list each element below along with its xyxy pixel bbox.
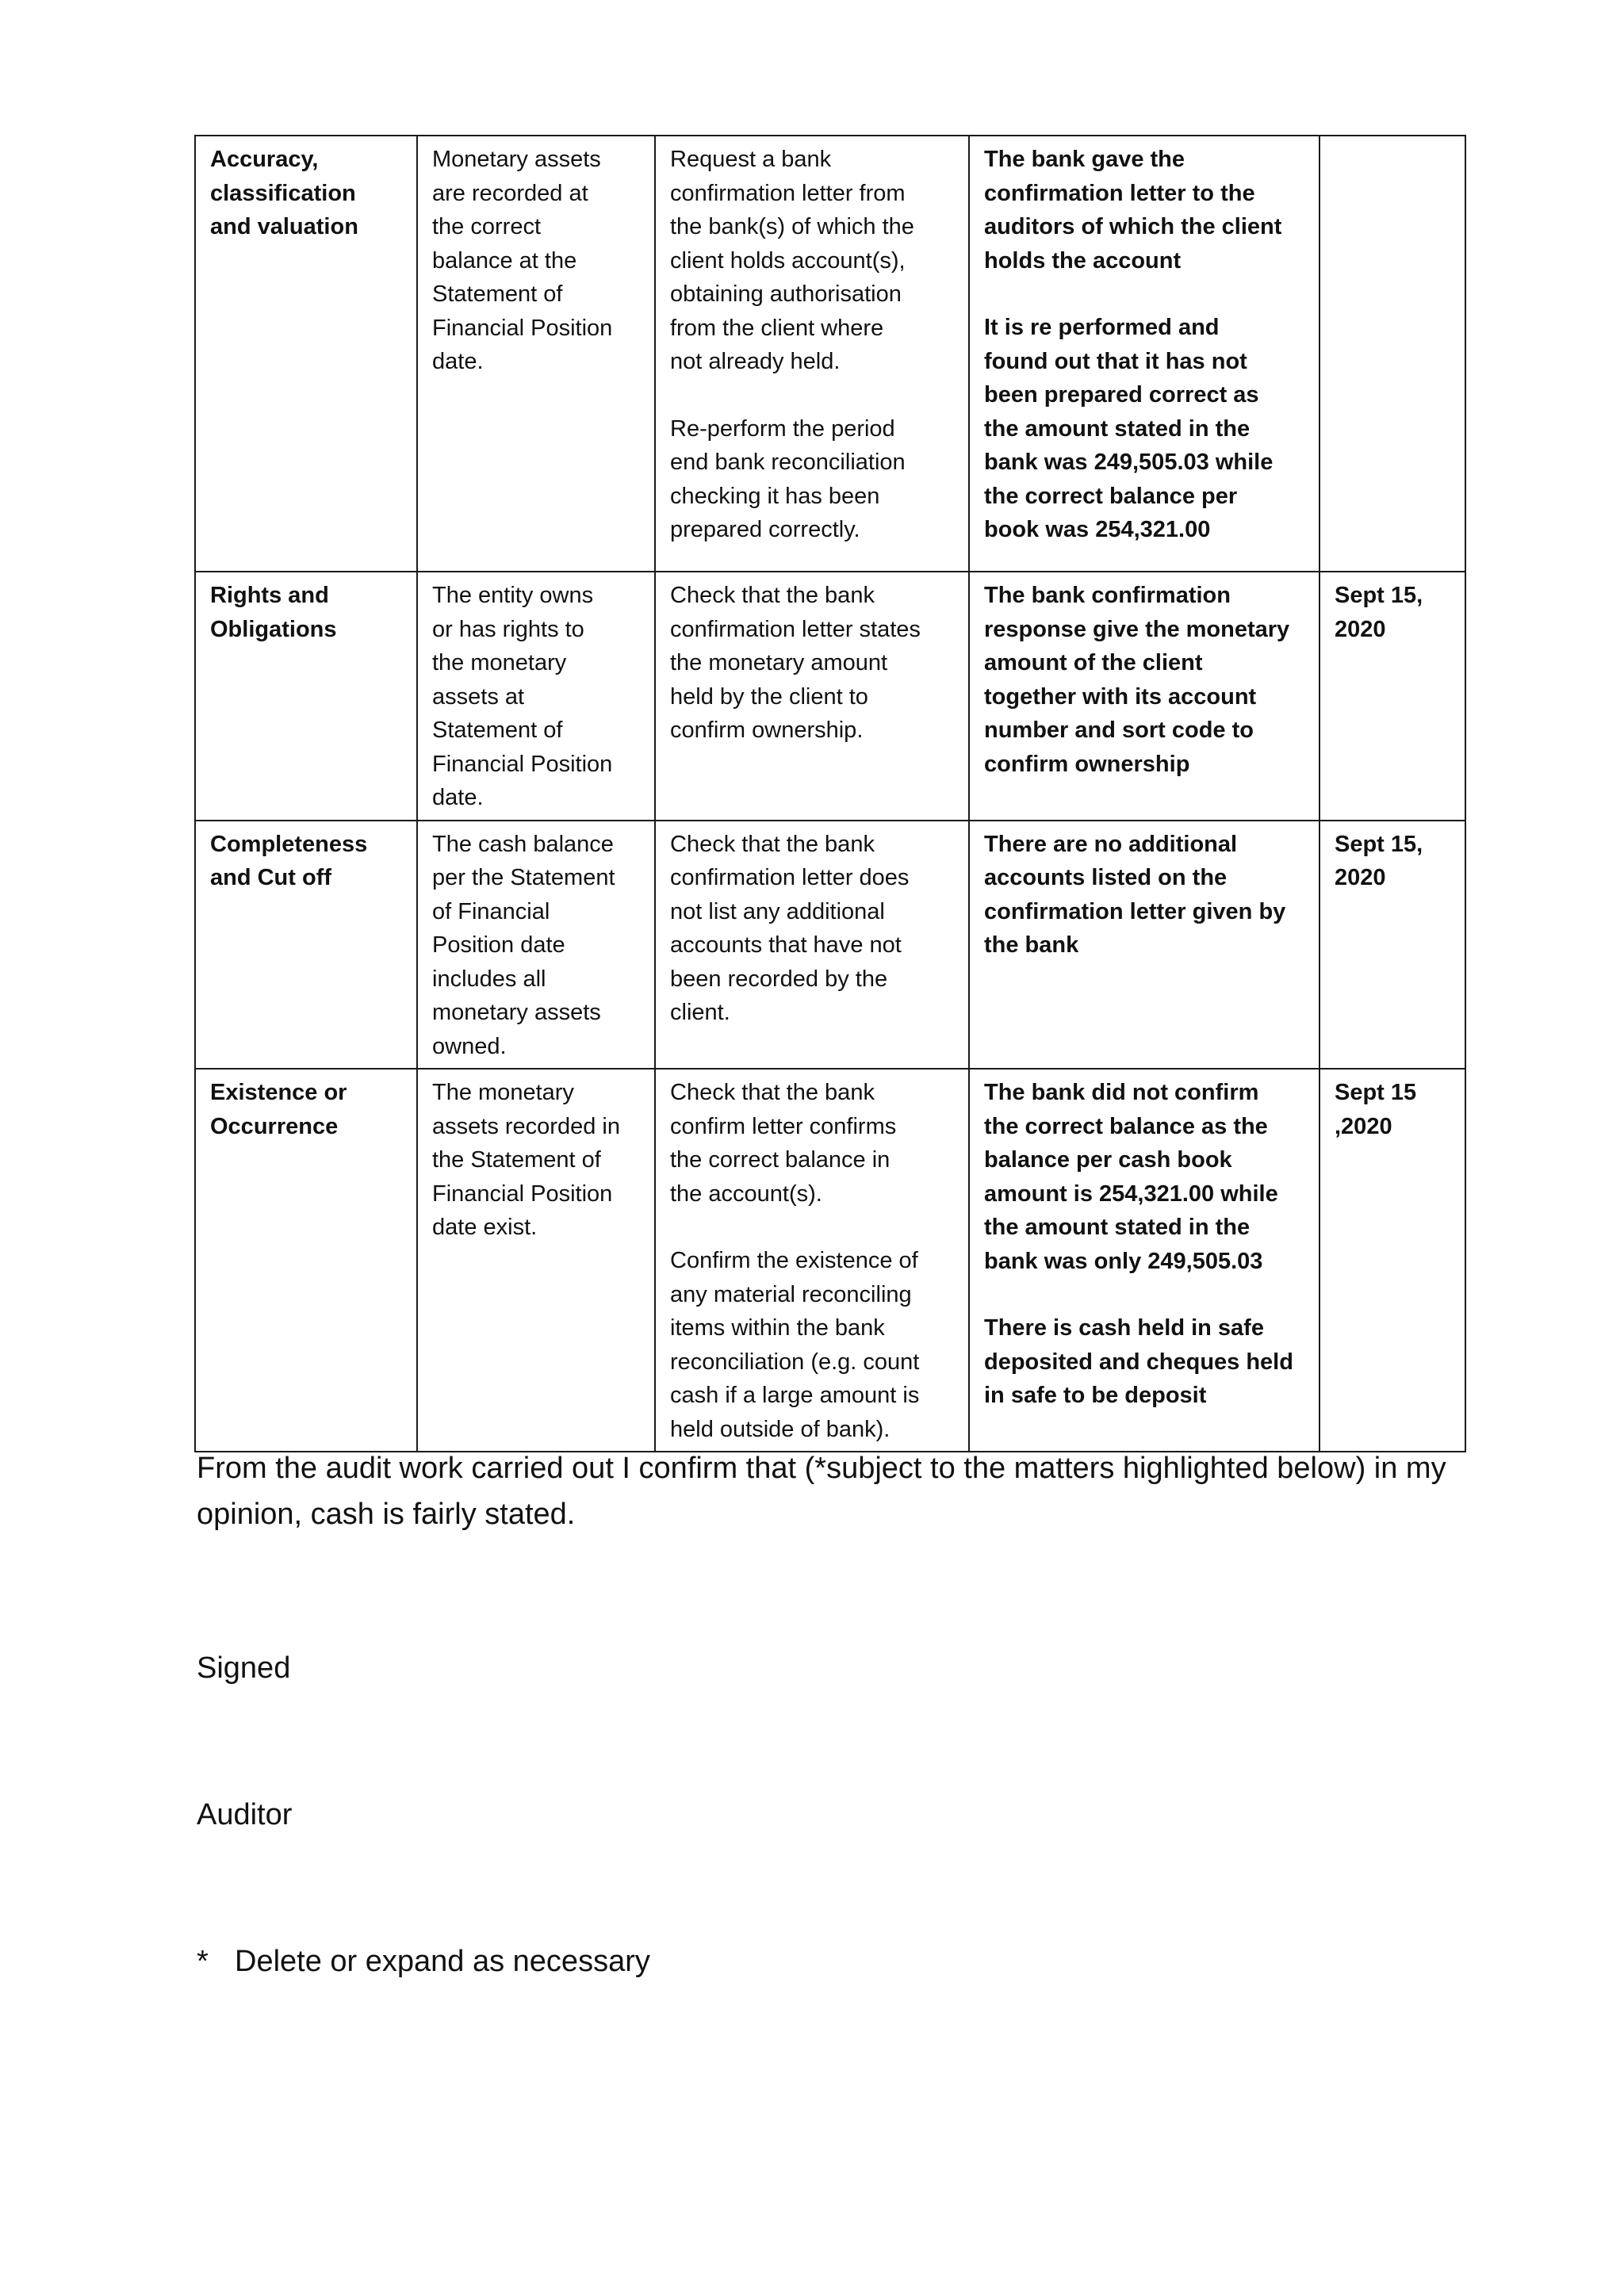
footnote-text: Delete or expand as necessary — [235, 1945, 650, 1978]
assertion-cell: Existence or Occurrence — [195, 1069, 417, 1452]
table-row — [195, 1069, 1465, 1452]
assertion-cell: Completeness and Cut off — [195, 821, 417, 1070]
assertion-cell: Rights and Obligations — [195, 572, 417, 821]
result-text: The bank gave the confirmation letter to the auditors of which the client holds the account — [984, 147, 1282, 274]
result-cell — [969, 572, 1320, 821]
procedure-text: Request a bank confirmation letter from the bank(s) of which the client holds account(s), obtaining authorisation from the client where not already held. — [670, 147, 914, 374]
result-cell — [969, 1069, 1320, 1452]
result-text: There are no additional accounts listed on the confirmation letter given by the bank — [984, 831, 1286, 958]
audit-procedures-table — [194, 135, 1466, 1452]
conclusion-paragraph: From the audit work carried out I confirm that (*subject to the matters highlighted below) in my opinion, cash is fairly stated. — [197, 1452, 1446, 1531]
objective-cell: The entity owns or has rights to the monetary assets at Statement of Financial Position date. — [417, 572, 655, 821]
result-cell — [969, 136, 1320, 572]
date-cell — [1320, 136, 1465, 572]
procedure-text: Check that the bank confirm letter confirms the correct balance in the account(s). — [670, 1080, 897, 1207]
procedure-text: Check that the bank confirmation letter does not list any additional accounts that have not been recorded by the client. — [670, 831, 910, 1025]
signed-label: Signed — [197, 1651, 291, 1685]
result-text: The bank did not confirm the correct balance as the balance per cash book amount is 254,321.00 while the amount stated in the bank was only 249,505.03 — [984, 1080, 1278, 1274]
footnote — [197, 1938, 650, 1984]
procedure-cell — [655, 821, 969, 1070]
result-text: It is re performed and found out that it has not been prepared correct as the amount stated in the bank was 249,505.03 while the correct balance per book was 254,321.00 — [984, 315, 1274, 542]
footnote-asterisk: * — [197, 1945, 209, 1978]
procedure-cell — [655, 1069, 969, 1452]
table-row — [195, 821, 1465, 1070]
procedure-cell — [655, 136, 969, 572]
procedure-text: Check that the bank confirmation letter states the monetary amount held by the client to confirm ownership. — [670, 583, 921, 743]
table-row — [195, 572, 1465, 821]
date-cell: Sept 15, 2020 — [1320, 821, 1465, 1070]
table-row — [195, 136, 1465, 572]
assertion-cell: Accuracy, classification and valuation — [195, 136, 417, 572]
date-cell: Sept 15, 2020 — [1320, 572, 1465, 821]
procedure-text: Re-perform the period end bank reconciliation checking it has been prepared correctly. — [670, 415, 906, 542]
result-cell — [969, 821, 1320, 1070]
procedure-text: Confirm the existence of any material reconciling items within the bank reconciliation (e.g. count cash if a large amount is held outside of bank). — [670, 1248, 920, 1442]
objective-cell: Monetary assets are recorded at the correct balance at the Statement of Financial Position date. — [417, 136, 655, 572]
result-text: The bank confirmation response give the monetary amount of the client together with its account number and sort code to confirm ownership — [984, 583, 1290, 777]
procedure-cell — [655, 572, 969, 821]
auditor-label: Auditor — [197, 1798, 293, 1831]
objective-cell: The monetary assets recorded in the Statement of Financial Position date exist. — [417, 1069, 655, 1452]
result-text: There is cash held in safe deposited and cheques held in safe to be deposit — [984, 1315, 1293, 1408]
date-cell: Sept 15 ,2020 — [1320, 1069, 1465, 1452]
objective-cell: The cash balance per the Statement of Financial Position date includes all monetary assets owned. — [417, 821, 655, 1070]
